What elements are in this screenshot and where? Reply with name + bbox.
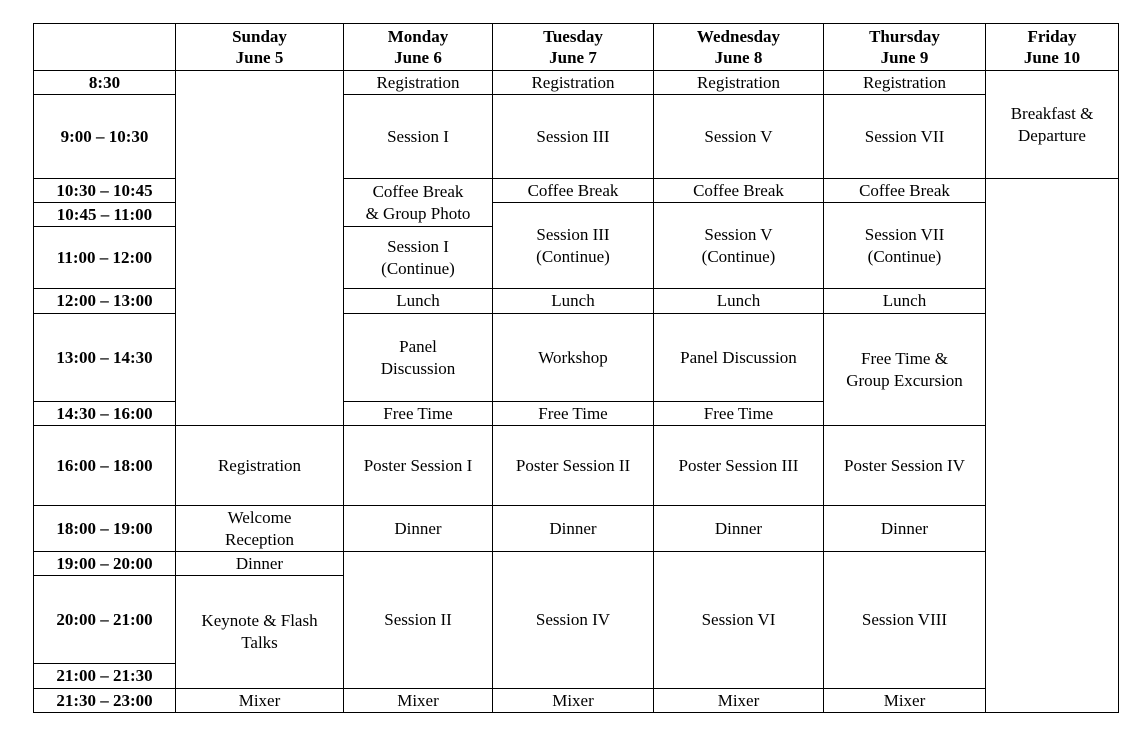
- tuesday-registration: Registration: [493, 71, 654, 95]
- tuesday-lunch: Lunch: [493, 289, 654, 314]
- time-row: [34, 689, 1119, 713]
- day-name: Thursday: [869, 27, 940, 46]
- time-label: 11:00 – 12:00: [34, 227, 176, 289]
- monday-panel-discussion: [344, 314, 493, 402]
- monday-dinner: Dinner: [344, 506, 493, 552]
- time-label: 21:00 – 21:30: [34, 664, 176, 689]
- monday-session-am: Session I: [344, 95, 493, 179]
- cell-line: Departure: [1018, 125, 1086, 145]
- day-header-thursday: [824, 24, 986, 71]
- day-date: June 5: [235, 48, 284, 67]
- cell-line: Discussion: [380, 358, 456, 378]
- monday-free-time: Free Time: [344, 402, 493, 426]
- time-label: 10:30 – 10:45: [34, 179, 176, 203]
- thursday-lunch: Lunch: [824, 289, 986, 314]
- header-row: [34, 24, 1119, 71]
- day-name: Friday: [1027, 27, 1077, 46]
- cell-line: Panel: [399, 336, 437, 356]
- day-header-wednesday: [654, 24, 824, 71]
- tuesday-session-am: Session III: [493, 95, 654, 179]
- tuesday-dinner: Dinner: [493, 506, 654, 552]
- thursday-session-am-continue: [824, 203, 986, 289]
- day-date: June 10: [1023, 48, 1081, 67]
- friday-empty: [986, 179, 1119, 713]
- time-label: 12:00 – 13:00: [34, 289, 176, 314]
- monday-lunch: Lunch: [344, 289, 493, 314]
- friday-breakfast-departure: [986, 71, 1119, 179]
- cell-line: Session V: [704, 224, 773, 244]
- tuesday-session-pm: Session IV: [493, 552, 654, 689]
- day-name: Wednesday: [696, 27, 781, 46]
- cell-line: Coffee Break: [372, 181, 464, 201]
- thursday-free-time-excursion: [824, 314, 986, 426]
- day-header-tuesday: [493, 24, 654, 71]
- time-label: 19:00 – 20:00: [34, 552, 176, 576]
- thursday-session-am: Session VII: [824, 95, 986, 179]
- monday-session-pm: Session II: [344, 552, 493, 689]
- wednesday-dinner: Dinner: [654, 506, 824, 552]
- wednesday-poster: Poster Session III: [654, 426, 824, 506]
- day-date: June 6: [394, 48, 442, 67]
- cell-line: (Continue): [701, 246, 776, 266]
- wednesday-panel-discussion: Panel Discussion: [654, 314, 824, 402]
- sunday-registration: Registration: [176, 426, 344, 506]
- day-date: June 7: [549, 48, 597, 67]
- cell-line: (Continue): [867, 246, 942, 266]
- wednesday-session-am-continue: [654, 203, 824, 289]
- cell-line: Group Excursion: [846, 370, 963, 390]
- time-label: 20:00 – 21:00: [34, 576, 176, 664]
- cell-line: (Continue): [536, 246, 610, 266]
- sunday-empty-morning: [176, 71, 344, 426]
- day-date: June 9: [880, 48, 929, 67]
- time-row: [34, 506, 1119, 552]
- cell-line: Keynote & Flash: [201, 611, 318, 630]
- tuesday-free-time: Free Time: [493, 402, 654, 426]
- wednesday-registration: Registration: [654, 71, 824, 95]
- thursday-dinner: Dinner: [824, 506, 986, 552]
- sunday-mixer: Mixer: [176, 689, 344, 713]
- time-label: 10:45 – 11:00: [34, 203, 176, 227]
- day-name: Tuesday: [543, 27, 603, 46]
- cell-line: Session VII: [864, 224, 945, 244]
- time-label: 18:00 – 19:00: [34, 506, 176, 552]
- wednesday-session-am: Session V: [654, 95, 824, 179]
- time-label: 16:00 – 18:00: [34, 426, 176, 506]
- thursday-poster: Poster Session IV: [824, 426, 986, 506]
- cell-line: Talks: [241, 633, 278, 652]
- monday-session-am-continue: [344, 227, 493, 289]
- wednesday-mixer: Mixer: [654, 689, 824, 713]
- cell-line: Breakfast &: [1010, 103, 1094, 123]
- wednesday-session-pm: Session VI: [654, 552, 824, 689]
- sunday-dinner: Dinner: [176, 552, 344, 576]
- thursday-session-pm: Session VIII: [824, 552, 986, 689]
- day-header-friday: [986, 24, 1119, 71]
- wednesday-coffee: Coffee Break: [654, 179, 824, 203]
- time-row: [34, 552, 1119, 576]
- time-label: 14:30 – 16:00: [34, 402, 176, 426]
- monday-poster: Poster Session I: [344, 426, 493, 506]
- day-header-monday: [344, 24, 493, 71]
- wednesday-lunch: Lunch: [654, 289, 824, 314]
- tuesday-session-am-continue: [493, 203, 654, 289]
- cell-line: Reception: [225, 529, 294, 549]
- day-header-sunday: [176, 24, 344, 71]
- thursday-mixer: Mixer: [824, 689, 986, 713]
- cell-line: Session I: [387, 236, 449, 256]
- time-label: 21:30 – 23:00: [34, 689, 176, 713]
- sunday-welcome-reception: [176, 506, 344, 552]
- wednesday-free-time: Free Time: [654, 402, 824, 426]
- tuesday-mixer: Mixer: [493, 689, 654, 713]
- time-label: 8:30: [34, 71, 176, 95]
- monday-coffee-group-photo: [344, 179, 493, 227]
- time-row: [34, 426, 1119, 506]
- time-label: 9:00 – 10:30: [34, 95, 176, 179]
- tuesday-poster: Poster Session II: [493, 426, 654, 506]
- day-date: June 8: [714, 48, 763, 67]
- time-row: [34, 71, 1119, 95]
- monday-mixer: Mixer: [344, 689, 493, 713]
- corner-cell: [34, 24, 176, 71]
- day-name: Monday: [387, 27, 449, 46]
- thursday-registration: Registration: [824, 71, 986, 95]
- monday-registration: Registration: [344, 71, 493, 95]
- time-label: 13:00 – 14:30: [34, 314, 176, 402]
- cell-line: & Group Photo: [365, 203, 471, 223]
- cell-line: Welcome: [227, 507, 292, 527]
- tuesday-workshop: Workshop: [493, 314, 654, 402]
- thursday-coffee: Coffee Break: [824, 179, 986, 203]
- tuesday-coffee: Coffee Break: [493, 179, 654, 203]
- sunday-keynote-flash-talks: [176, 576, 344, 689]
- cell-line: (Continue): [381, 258, 455, 278]
- day-name: Sunday: [232, 27, 287, 46]
- cell-line: Free Time &: [861, 348, 948, 368]
- cell-line: Session III: [536, 224, 610, 244]
- schedule-table: [33, 23, 1119, 713]
